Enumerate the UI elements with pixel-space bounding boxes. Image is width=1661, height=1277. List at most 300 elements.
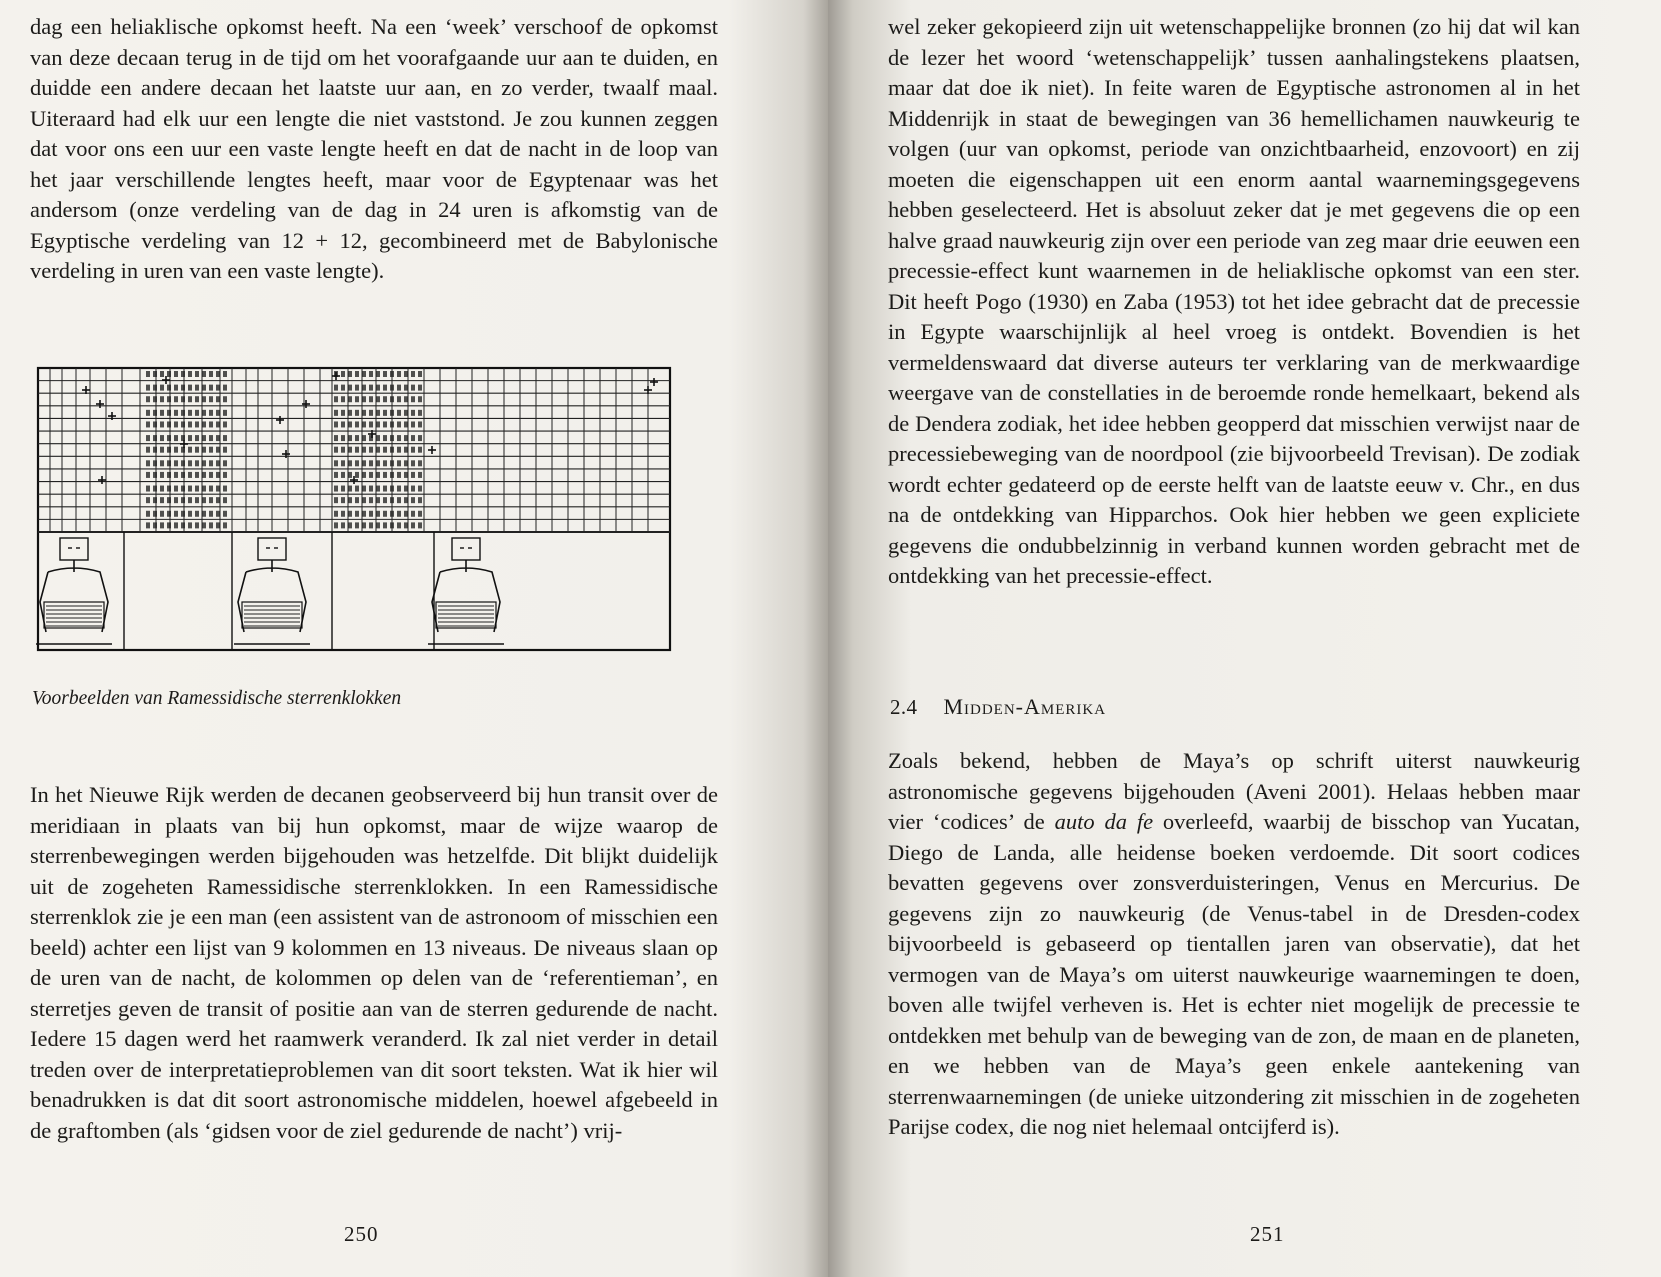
hieroglyph-glyph — [369, 497, 373, 503]
hieroglyph-glyph — [195, 421, 199, 427]
paragraph — [888, 746, 1580, 1143]
hieroglyph-glyph — [167, 421, 171, 427]
paragraph: dag een heliaklische opkomst heeft. Na een ‘week’ verschoof de opkomst van deze decaan terug in de tijd om het voorafgaande uur aan te duiden, en duidde een andere decaan het laatste uur aan, en zo verder, twaalf maal. Uiteraard had elk uur een lengte die niet vaststond. Je zou kunnen zeggen dat voor ons een uur een vaste lengte heeft en dat de nacht in de loop van het jaar verschillende lengtes heeft, maar voor de Egyptenaar was het andersom (onze verdeling van de dag in 24 uren is afkomstig van de Egyptische verdeling van 12 + 12, gecombineerd met de Babylonische verdeling in uren van een vaste lengte). — [30, 14, 718, 283]
hieroglyph-glyph — [404, 396, 408, 402]
hieroglyph-glyph — [376, 396, 380, 402]
page-number-left: 250 — [344, 1222, 379, 1246]
hieroglyph-glyph — [167, 486, 171, 492]
hieroglyph-glyph — [146, 396, 150, 402]
hieroglyph-glyph — [146, 447, 150, 453]
hieroglyph-glyph — [341, 522, 345, 528]
hieroglyph-glyph — [404, 447, 408, 453]
hieroglyph-glyph — [355, 396, 359, 402]
hieroglyph-glyph — [174, 511, 178, 517]
hieroglyph-glyph — [195, 435, 199, 441]
hieroglyph-glyph — [348, 486, 352, 492]
hieroglyph-glyph — [362, 385, 366, 391]
hieroglyph-glyph — [209, 522, 213, 528]
hieroglyph-glyph — [153, 447, 157, 453]
hieroglyph-glyph — [153, 385, 157, 391]
hieroglyph-glyph — [181, 497, 185, 503]
hieroglyph-glyph — [397, 410, 401, 416]
hieroglyph-glyph — [404, 460, 408, 466]
hieroglyph-glyph — [216, 472, 220, 478]
hieroglyph-glyph — [362, 511, 366, 517]
hieroglyph-glyph — [174, 522, 178, 528]
hieroglyph-glyph — [355, 522, 359, 528]
hieroglyph-glyph — [195, 460, 199, 466]
hieroglyph-glyph — [341, 460, 345, 466]
hieroglyph-glyph — [369, 371, 373, 377]
hieroglyph-glyph — [209, 497, 213, 503]
hieroglyph-glyph — [390, 472, 394, 478]
hieroglyph-glyph — [411, 421, 415, 427]
hieroglyph-glyph — [174, 410, 178, 416]
hieroglyph-glyph — [146, 497, 150, 503]
hieroglyph-glyph — [146, 371, 150, 377]
hieroglyph-glyph — [216, 410, 220, 416]
hieroglyph-glyph — [383, 435, 387, 441]
hieroglyph-glyph — [411, 385, 415, 391]
hieroglyph-glyph — [383, 486, 387, 492]
bleed-through-text — [40, 300, 45, 323]
hieroglyph-glyph — [369, 385, 373, 391]
hieroglyph-glyph — [181, 396, 185, 402]
hieroglyph-glyph — [341, 396, 345, 402]
hieroglyph-glyph — [355, 410, 359, 416]
hieroglyph-glyph — [348, 460, 352, 466]
hieroglyph-glyph — [209, 371, 213, 377]
right-paragraph-bottom — [888, 746, 1580, 1143]
hieroglyph-glyph — [223, 460, 227, 466]
hieroglyph-glyph — [223, 396, 227, 402]
hieroglyph-glyph — [174, 371, 178, 377]
hieroglyph-glyph — [334, 421, 338, 427]
hieroglyph-glyph — [188, 447, 192, 453]
hieroglyph-glyph — [418, 421, 422, 427]
hieroglyph-glyph — [195, 447, 199, 453]
hieroglyph-glyph — [174, 472, 178, 478]
hieroglyph-glyph — [209, 460, 213, 466]
hieroglyph-glyph — [348, 511, 352, 517]
hieroglyph-glyph — [181, 371, 185, 377]
hieroglyph-glyph — [153, 497, 157, 503]
left-paragraph-bottom — [30, 780, 718, 1146]
hieroglyph-glyph — [376, 371, 380, 377]
hieroglyph-glyph — [188, 371, 192, 377]
hieroglyph-glyph — [369, 460, 373, 466]
hieroglyph-glyph — [390, 447, 394, 453]
hieroglyph-glyph — [418, 511, 422, 517]
hieroglyph-glyph — [146, 511, 150, 517]
hieroglyph-glyph — [195, 522, 199, 528]
hieroglyph-glyph — [355, 486, 359, 492]
hieroglyph-glyph — [174, 435, 178, 441]
hieroglyph-glyph — [411, 435, 415, 441]
hieroglyph-glyph — [153, 371, 157, 377]
hieroglyph-glyph — [418, 460, 422, 466]
hieroglyph-glyph — [167, 522, 171, 528]
hieroglyph-glyph — [167, 385, 171, 391]
hieroglyph-glyph — [223, 371, 227, 377]
hieroglyph-glyph — [362, 497, 366, 503]
hieroglyph-glyph — [160, 435, 164, 441]
hieroglyph-glyph — [355, 472, 359, 478]
hieroglyph-glyph — [376, 522, 380, 528]
hieroglyph-glyph — [397, 435, 401, 441]
hieroglyph-glyph — [167, 472, 171, 478]
hieroglyph-glyph — [397, 460, 401, 466]
hieroglyph-glyph — [153, 522, 157, 528]
hieroglyph-glyph — [223, 511, 227, 517]
hieroglyph-glyph — [348, 497, 352, 503]
hieroglyph-glyph — [348, 421, 352, 427]
hieroglyph-glyph — [376, 460, 380, 466]
hieroglyph-glyph — [404, 486, 408, 492]
hieroglyph-glyph — [167, 435, 171, 441]
hieroglyph-glyph — [341, 511, 345, 517]
hieroglyph-glyph — [362, 522, 366, 528]
hieroglyph-glyph — [202, 497, 206, 503]
hieroglyph-glyph — [216, 435, 220, 441]
hieroglyph-glyph — [146, 472, 150, 478]
hieroglyph-glyph — [153, 486, 157, 492]
hieroglyph-glyph — [390, 522, 394, 528]
hieroglyph-glyph — [383, 522, 387, 528]
hieroglyph-glyph — [369, 511, 373, 517]
hieroglyph-glyph — [411, 522, 415, 528]
hieroglyph-glyph — [174, 396, 178, 402]
hieroglyph-glyph — [188, 472, 192, 478]
hieroglyph-glyph — [397, 447, 401, 453]
hieroglyph-glyph — [341, 435, 345, 441]
hieroglyph-glyph — [223, 472, 227, 478]
hieroglyph-glyph — [188, 497, 192, 503]
hieroglyph-glyph — [202, 371, 206, 377]
hieroglyph-glyph — [362, 472, 366, 478]
hieroglyph-glyph — [188, 435, 192, 441]
hieroglyph-glyph — [167, 511, 171, 517]
hieroglyph-glyph — [418, 435, 422, 441]
hieroglyph-glyph — [202, 385, 206, 391]
hieroglyph-glyph — [209, 435, 213, 441]
hieroglyph-glyph — [418, 385, 422, 391]
hieroglyph-glyph — [376, 497, 380, 503]
hieroglyph-glyph — [216, 497, 220, 503]
hieroglyph-glyph — [341, 385, 345, 391]
hieroglyph-glyph — [160, 511, 164, 517]
hieroglyph-glyph — [348, 396, 352, 402]
hieroglyph-glyph — [160, 497, 164, 503]
hieroglyph-glyph — [334, 435, 338, 441]
hieroglyph-glyph — [167, 410, 171, 416]
hieroglyph-glyph — [334, 385, 338, 391]
hieroglyph-glyph — [174, 385, 178, 391]
hieroglyph-glyph — [160, 447, 164, 453]
hieroglyph-glyph — [167, 460, 171, 466]
hieroglyph-glyph — [397, 486, 401, 492]
hieroglyph-glyph — [341, 447, 345, 453]
hieroglyph-glyph — [383, 396, 387, 402]
hieroglyph-glyph — [411, 511, 415, 517]
hieroglyph-glyph — [369, 472, 373, 478]
hieroglyph-glyph — [202, 472, 206, 478]
hieroglyph-glyph — [397, 421, 401, 427]
hieroglyph-glyph — [376, 385, 380, 391]
hieroglyph-glyph — [355, 421, 359, 427]
hieroglyph-glyph — [174, 497, 178, 503]
hieroglyph-glyph — [209, 511, 213, 517]
hieroglyph-glyph — [348, 371, 352, 377]
hieroglyph-glyph — [160, 410, 164, 416]
paragraph: wel zeker gekopieerd zijn uit wetenschappelijke bronnen (zo hij dat wil kan de lezer het woord ‘wetenschappelijk’ tussen aanhalingstekens plaatsen, maar dat doe ik niet). In feite waren de Egyptische astronomen al in het Middenrijk in staat de bewegingen van 36 hemellichamen nauwkeurig te volgen (uur van opkomst, periode van onzichtbaarheid, enzovoort) en zij moeten die eigenschappen uit een enorm aantal waarnemingsgegevens hebben geselecteerd. Het is absoluut zeker dat je met gegevens die op een halve graad nauwkeurig zijn over een periode van zeg maar drie eeuwen een precessie-effect kunt waarnemen in de heliaklische opkomst van een ster. Dit heeft Pogo (1930) en Zaba (1953) tot het idee gebracht dat de precessie in Egypte waarschijnlijk al heel vroeg is ontdekt. Bovendien is het vermeldenswaard dat diverse auteurs ter verklaring van de merkwaardige weergave van de constellaties in de beroemde ronde hemelkaart, bekend als de Dendera zodiak, het idee hebben geopperd dat misschien verwijst naar de precessiebeweging van de noordpool (zie bijvoorbeeld Trevisan). De zodiak wordt echter gedateerd op de eerste helft van de laatste eeuw v. Chr., en dus na de ontdekking van Hipparchos. Ook hier hebben we geen expliciete gegevens die ondubbelzinnig in verband kunnen worden gebracht met de ontdekking van het precessie-effect. — [888, 14, 1580, 588]
hieroglyph-glyph — [195, 385, 199, 391]
hieroglyph-glyph — [397, 511, 401, 517]
hieroglyph-glyph — [195, 410, 199, 416]
hieroglyph-glyph — [188, 511, 192, 517]
hieroglyph-glyph — [355, 385, 359, 391]
hieroglyph-glyph — [216, 396, 220, 402]
hieroglyph-glyph — [223, 447, 227, 453]
hieroglyph-glyph — [181, 421, 185, 427]
hieroglyph-glyph — [418, 497, 422, 503]
hieroglyph-glyph — [146, 460, 150, 466]
hieroglyph-glyph — [216, 511, 220, 517]
hieroglyph-glyph — [362, 371, 366, 377]
hieroglyph-glyph — [390, 396, 394, 402]
hieroglyph-glyph — [202, 522, 206, 528]
hieroglyph-glyph — [188, 396, 192, 402]
hieroglyph-glyph — [160, 385, 164, 391]
hieroglyph-glyph — [369, 396, 373, 402]
hieroglyph-glyph — [383, 511, 387, 517]
figure-head — [60, 538, 88, 560]
figure-body — [432, 560, 500, 632]
hieroglyph-glyph — [167, 447, 171, 453]
hieroglyph-glyph — [369, 410, 373, 416]
hieroglyph-glyph — [334, 460, 338, 466]
hieroglyph-glyph — [153, 472, 157, 478]
figure-caption: Voorbeelden van Ramessidische sterrenklokken — [32, 688, 402, 709]
hieroglyph-glyph — [153, 410, 157, 416]
hieroglyph-glyph — [202, 511, 206, 517]
hieroglyph-glyph — [411, 486, 415, 492]
hieroglyph-glyph — [404, 435, 408, 441]
hieroglyph-glyph — [223, 410, 227, 416]
hieroglyph-glyph — [202, 396, 206, 402]
page-number-right: 251 — [1250, 1222, 1285, 1246]
hieroglyph-glyph — [334, 486, 338, 492]
hieroglyph-glyph — [146, 486, 150, 492]
hieroglyph-glyph — [334, 522, 338, 528]
hieroglyph-glyph — [390, 385, 394, 391]
hieroglyph-glyph — [383, 447, 387, 453]
hieroglyph-glyph — [411, 396, 415, 402]
hieroglyph-glyph — [390, 371, 394, 377]
hieroglyph-glyph — [383, 385, 387, 391]
hieroglyph-glyph — [146, 421, 150, 427]
hieroglyph-glyph — [383, 371, 387, 377]
hieroglyph-glyph — [411, 497, 415, 503]
hieroglyph-glyph — [216, 486, 220, 492]
hieroglyph-glyph — [418, 447, 422, 453]
hieroglyph-glyph — [404, 385, 408, 391]
hieroglyph-glyph — [160, 371, 164, 377]
hieroglyph-glyph — [202, 486, 206, 492]
figure-body — [40, 560, 108, 632]
hieroglyph-glyph — [355, 371, 359, 377]
hieroglyph-glyph — [390, 435, 394, 441]
hieroglyph-glyph — [223, 522, 227, 528]
section-title: Midden-Amerika — [943, 694, 1107, 719]
hieroglyph-glyph — [202, 435, 206, 441]
hieroglyph-glyph — [362, 435, 366, 441]
hieroglyph-glyph — [341, 486, 345, 492]
hieroglyph-glyph — [146, 435, 150, 441]
hieroglyph-glyph — [341, 421, 345, 427]
hieroglyph-glyph — [202, 410, 206, 416]
hieroglyph-glyph — [216, 371, 220, 377]
hieroglyph-glyph — [202, 460, 206, 466]
hieroglyph-glyph — [160, 421, 164, 427]
hieroglyph-glyph — [397, 472, 401, 478]
hieroglyph-glyph — [174, 447, 178, 453]
hieroglyph-glyph — [390, 421, 394, 427]
hieroglyph-glyph — [418, 522, 422, 528]
hieroglyph-glyph — [195, 472, 199, 478]
hieroglyph-glyph — [146, 385, 150, 391]
hieroglyph-glyph — [202, 421, 206, 427]
hieroglyph-glyph — [376, 447, 380, 453]
hieroglyph-glyph — [223, 497, 227, 503]
hieroglyph-glyph — [153, 460, 157, 466]
hieroglyph-glyph — [188, 385, 192, 391]
hieroglyph-glyph — [383, 472, 387, 478]
hieroglyph-glyph — [348, 447, 352, 453]
hieroglyph-glyph — [223, 385, 227, 391]
hieroglyph-glyph — [209, 396, 213, 402]
hieroglyph-glyph — [209, 447, 213, 453]
hieroglyph-glyph — [411, 460, 415, 466]
hieroglyph-glyph — [167, 371, 171, 377]
hieroglyph-glyph — [418, 410, 422, 416]
hieroglyph-glyph — [216, 421, 220, 427]
text-run: Zoals bekend, hebben de Maya’s op schrift uiterst nauwkeurig astronomische gegevens bijgehouden (Aveni 2001). Helaas hebben maar vier ‘codices’ de — [888, 748, 1580, 834]
hieroglyph-glyph — [202, 447, 206, 453]
hieroglyph-glyph — [348, 522, 352, 528]
hieroglyph-glyph — [355, 435, 359, 441]
hieroglyph-glyph — [153, 511, 157, 517]
right-page — [828, 0, 1661, 1277]
hieroglyph-glyph — [418, 472, 422, 478]
left-page — [0, 0, 828, 1277]
hieroglyph-glyph — [341, 497, 345, 503]
hieroglyph-glyph — [390, 511, 394, 517]
hieroglyph-glyph — [404, 410, 408, 416]
paragraph: In het Nieuwe Rijk werden de decanen geobserveerd bij hun transit over de meridiaan in plaats van bij hun opkomst, maar de wijze waarop de sterrenbewegingen werden bijgehouden was hetzelfde. Dit blijkt duidelijk uit de zogeheten Ramessidische sterrenklokken. In een Ramessidische sterrenklok zie je een man (een assistent van de astronoom of misschien een beeld) achter een lijst van 9 kolommen en 13 niveaus. De niveaus slaan op de uren van de nacht, de kolommen op delen van de ‘referentieman’, en sterretjes geven de transit of positie aan van de sterren gedurende de nacht. Iedere 15 dagen werd het raamwerk veranderd. Ik zal niet verder in detail treden over de interpretatieproblemen van dit soort teksten. Wat ik hier wil benadrukken is dat dit soort astronomische middelen, hoewel afgebeeld in de graftomben (als ‘gidsen voor de ziel gedurende de nacht’) vrij- — [30, 782, 718, 1143]
hieroglyph-glyph — [146, 522, 150, 528]
hieroglyph-glyph — [188, 522, 192, 528]
figure-head — [258, 538, 286, 560]
hieroglyph-glyph — [195, 371, 199, 377]
hieroglyph-glyph — [404, 511, 408, 517]
hieroglyph-glyph — [404, 371, 408, 377]
hieroglyph-glyph — [334, 410, 338, 416]
hieroglyph-glyph — [390, 410, 394, 416]
hieroglyph-glyph — [362, 447, 366, 453]
hieroglyph-glyph — [181, 385, 185, 391]
hieroglyph-glyph — [209, 421, 213, 427]
hieroglyph-glyph — [181, 522, 185, 528]
hieroglyph-glyph — [223, 421, 227, 427]
hieroglyph-glyph — [369, 421, 373, 427]
hieroglyph-glyph — [188, 421, 192, 427]
hieroglyph-glyph — [383, 410, 387, 416]
hieroglyph-glyph — [397, 497, 401, 503]
hieroglyph-glyph — [348, 472, 352, 478]
text-run: overleefd, waarbij de bisschop van Yucatan, Diego de Landa, alle heidense boeken verdoemde. Dit soort codices bevatten gegevens over zonsverduisteringen, Venus en Mercurius. De gegevens zijn zo nauwkeurig (de Venus-tabel in de Dresden-codex bijvoorbeeld is gebaseerd op tientallen jaren van observatie), dat het vermogen van de Maya’s om uiterst nauwkeurige waarnemingen te doen, boven alle twijfel verheven is. Het is echter niet mogelijk de precessie te ontdekken met behulp van de beweging van de zon, de maan en de planeten, en we hebben van de Maya’s geen enkele aantekening van sterrenwaarnemingen (de unieke uitzondering zit misschien in de zogeheten Parijse codex, die nog niet helemaal ontcijferd is). — [888, 809, 1580, 1139]
hieroglyph-glyph — [209, 385, 213, 391]
hieroglyph-glyph — [369, 486, 373, 492]
hieroglyph-glyph — [348, 385, 352, 391]
hieroglyph-glyph — [404, 522, 408, 528]
left-paragraph-top — [30, 12, 718, 287]
hieroglyph-glyph — [209, 486, 213, 492]
hieroglyph-glyph — [362, 410, 366, 416]
hieroglyph-glyph — [404, 472, 408, 478]
hieroglyph-glyph — [362, 421, 366, 427]
hieroglyph-glyph — [383, 460, 387, 466]
hieroglyph-glyph — [404, 497, 408, 503]
hieroglyph-glyph — [355, 460, 359, 466]
hieroglyph-glyph — [355, 447, 359, 453]
hieroglyph-glyph — [209, 410, 213, 416]
hieroglyph-glyph — [341, 410, 345, 416]
hieroglyph-glyph — [188, 460, 192, 466]
hieroglyph-glyph — [348, 410, 352, 416]
star-clock-drawing — [36, 360, 712, 664]
italic-term: auto da fe — [1054, 809, 1154, 834]
hieroglyph-glyph — [216, 385, 220, 391]
hieroglyph-glyph — [174, 460, 178, 466]
hieroglyph-glyph — [334, 511, 338, 517]
section-heading — [890, 694, 1106, 720]
hieroglyph-glyph — [181, 486, 185, 492]
hieroglyph-glyph — [167, 396, 171, 402]
hieroglyph-glyph — [181, 472, 185, 478]
hieroglyph-glyph — [334, 447, 338, 453]
hieroglyph-glyph — [383, 497, 387, 503]
hieroglyph-glyph — [181, 410, 185, 416]
hieroglyph-glyph — [153, 396, 157, 402]
hieroglyph-glyph — [355, 511, 359, 517]
hieroglyph-glyph — [174, 486, 178, 492]
hieroglyph-glyph — [209, 472, 213, 478]
hieroglyph-glyph — [341, 472, 345, 478]
hieroglyph-glyph — [341, 371, 345, 377]
hieroglyph-glyph — [390, 460, 394, 466]
hieroglyph-glyph — [223, 486, 227, 492]
hieroglyph-glyph — [153, 421, 157, 427]
hieroglyph-glyph — [390, 497, 394, 503]
hieroglyph-glyph — [362, 396, 366, 402]
hieroglyph-glyph — [160, 396, 164, 402]
hieroglyph-glyph — [376, 435, 380, 441]
hieroglyph-glyph — [418, 371, 422, 377]
hieroglyph-glyph — [376, 511, 380, 517]
figure-body — [238, 560, 306, 632]
hieroglyph-glyph — [362, 460, 366, 466]
